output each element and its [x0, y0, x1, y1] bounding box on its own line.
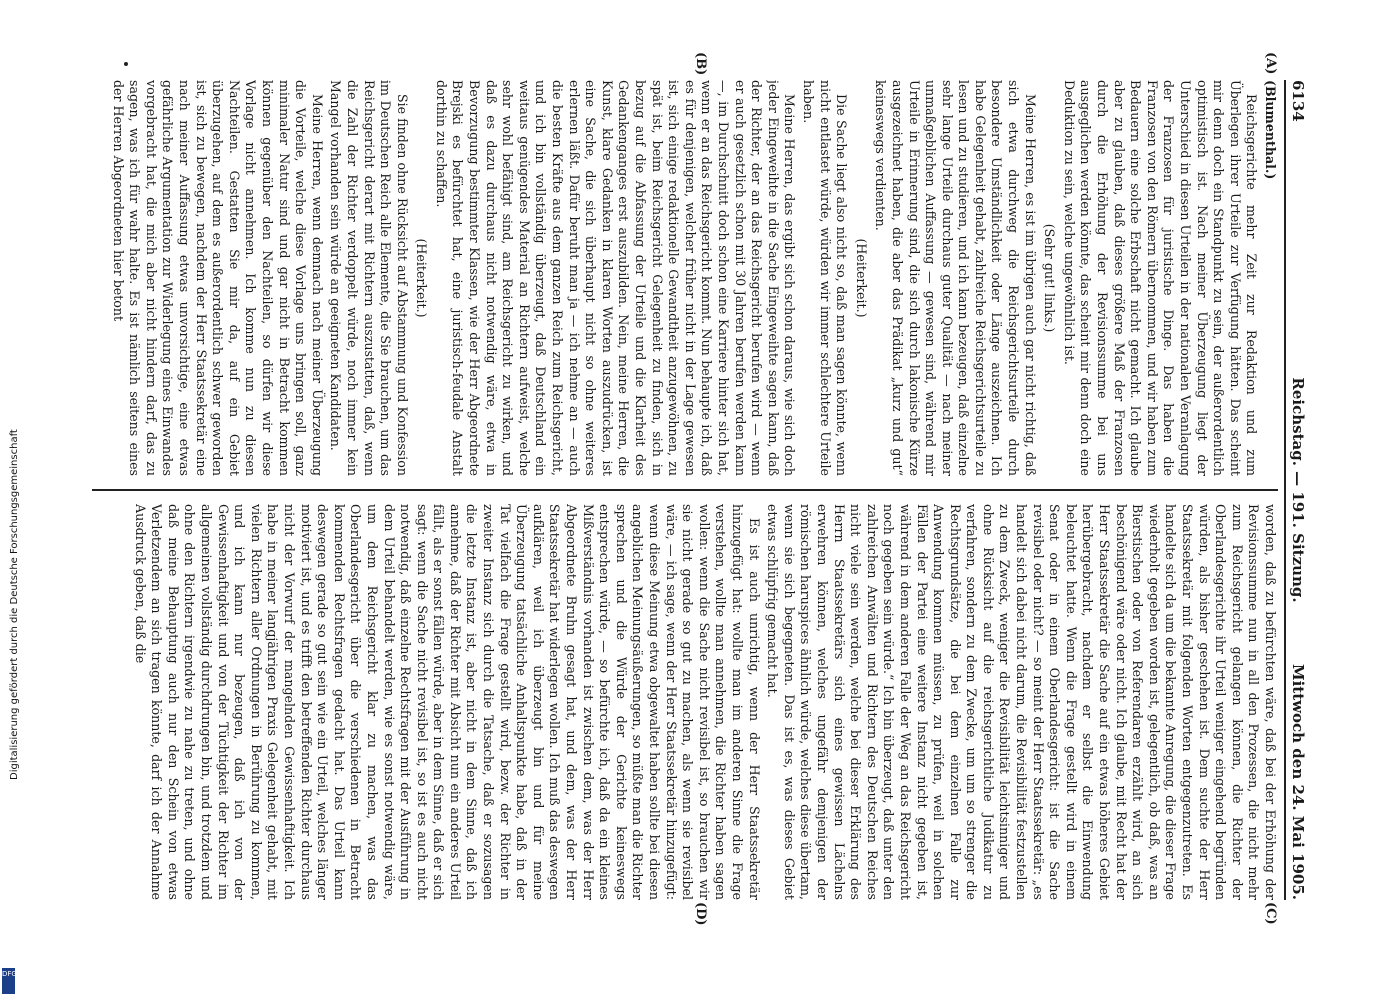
paragraph: worden, daß zu befürchten wäre, daß bei der Erhöhung der Revisionssumme nun in all den Prozessen, die nicht mehr zum Reichsgericht gelangen können, die Richter der Oberlandesgerichte ihr Urteil weniger eingehend begründen würden, als bisher geschehen ist. Dem suchte der Herr Staatssekretär mit folgenden Worten entgegenzutreten. Es handelte sich da um die bekannte Anregung, die dieser Frage wiederholt gegeben worden ist, gelegentlich, ob daß, was an Bierstischen oder von Referendaren erzählt wird, an sich beschönigend wäre oder nicht. Ich glaube, mit Recht hat der Herr Staatssekretär die Sache auf ein etwas höheres Gebiet herübergebracht, nachdem er selbst die Einwendung beleuchtet hatte. Wenn die Frage gestellt wird in einem Senat oder in einem Oberlandesgericht: ist die Sache revisibel oder nicht? — so meint der Herr Staatssekretär: „es handelt sich dabei nicht darum, die Revisibilität festzustellen zu dem Zweck, weniger die Revisibilität leichtsinniger und ohne Rücksicht auf die reichsgerichtliche Judikatur zu verfahren, sondern zu dem Zwecke, um um so strenger die Rechtsgrundsätze, die bei dem einzelnen Falle zur Anwendung kommen müssen, zu prüfen, weil in solchen Fällen der Partei eine weitere Instanz nicht gegeben ist, während in dem anderen Falle der Weg an das Reichsgericht noch gegeben sein würde.“ Ich bin überzeugt, daß unter den zahlreichen Anwälten und Richtern des Deutschen Reiches nicht viele sein werden, welche bei dieser Erklärung des Herrn Staatssekretärs sich eines gewissen Lächelns erwehren können, welches ungefähr demjenigen der römischen haruspices ähnlich würde, welches diese übertam, wenn sie sich begegneten. Das ist es, was dieses Gebiet etwas schlüpfrig gemacht hat.	[765, 504, 1278, 900]
right-column	[92, 504, 1278, 900]
page-header	[1284, 80, 1308, 900]
paragraph: Meine Herren, das ergibt sich schon daraus, wie sich doch jeder Eingeweihte in die Sache Eingeweihte sagen kann, daß der Richter, der an das Reichsgericht berufen wird — wenn er auch gesetzlich schon mit 30 Jahren berufen werden kann —, im Durchschnitt doch schon eine Karriere hinter sich hat, wenn er an das Reichsgericht kommt. Nun behaupte ich, daß es für denjenigen, welcher früher nicht in der Lage gewesen ist, sich einige redaktionelle Gewandtheit anzugewöhnen, zu spät ist, beim Reichsgericht Gelegenheit zu finden, sich in bezug auf die Abfassung der Urteile und die Klarheit des Gedankenganges erst auszubilden. Nein, meine Herren, die Kunst, klare Gedanken in klaren Worten auszudrücken, ist eine Sache, die sich überhaupt nicht so ohne weiteres erlernen läßt. Dafür beruht man ja — ich nehme an — auch die besten Kräfte aus dem ganzen Reich zum Reichsgericht, und ich bin vollständig überzeugt, daß Deutschland ein weitaus genügendes Material an Richtern aufweist, welche sehr wohl befähigt sind, am Reichsgericht zu wirken, und daß es dazu durchaus nicht notwendig wäre, etwa in Bevorzugung bestimmter Klassen, wie der Herr Abgeordnete Brejski es befürchtet hat, eine juristisch-feudale Anstalt dorthin zu schaffen.	[433, 80, 798, 476]
digitization-note: Digitalisierung gefördert durch die Deutsche Forschungsgemeinschaft	[9, 429, 20, 780]
page-date: Mittwoch den 24. Mai 1905.	[1289, 663, 1307, 900]
scanned-page	[86, 52, 1308, 926]
reaction: (Heiterkeit.)	[853, 238, 869, 318]
paragraph: Es ist auch unrichtig, wenn der Herr Staatssekretär hinzugefügt hat: wollte man im anderen Sinne die Frage verstehen, wollte man annehmen, die Richter haben sagen wollen: wenn die Sache nicht revisibel ist, so brauchen wir sie nicht gerade so gut zu machen, als wenn sie revisibel wäre, — ich sage, wenn der Herr Staatssekretär hinzugefügt: wenn diese Meinung etwa obgewaltet haben sollte bei diesen angeblichen Meinungsäußerungen, so müßte man die Richter sprechen und die Würde der Gerichte keineswegs entsprechen würde, — so befürchte ich, daß da ein kleines Mißverständnis vorhanden ist zwischen dem, was der Herr Abgeordnete Bruhn gesagt hat, und dem, was der Herr Staatssekretär hat widerlegen wollen. Ich muß das deswegen aufklären, weil ich überzeugt bin und für meine Überzeugung tatsächliche Anhaltspunkte habe, daß in der Tat vielfach die Frage gestellt wird, bezw. der Richter in zweiter Instanz sich durch die Tatsache, daß er sozusagen die letzte Instanz ist, aber nicht in dem Sinne, daß ich annehme, daß der Richter mit Absicht nun ein anderes Urteil fällt, als er sonst fällen würde, aber in dem Sinne, daß er sich sagt: wenn die Sache nicht revisibel ist, so ist es auch nicht notwendig, daß einzelne Rechtsfragen mit der Ausführung in dem Urteil behandelt werden, wie es sonst notwendig wäre, um dem Reichsgericht klar zu machen, was das Oberlandesgericht über die verschiedenen in Betracht kommenden Rechtsfragen gedacht hat. Das Urteil kann deswegen gerade so gut sein wie ein Urteil, welches länger motiviert ist, und es trifft den betreffenden Richter durchaus nicht der Vorwurf der mangelnden Gewissenhaftigkeit. Ich habe in meiner langjährigen Praxis Gelegenheit gehabt, mit vielen Richtern aller Ordnungen in Berührung zu kommen, und ich kann nur bezeugen, daß ich von der Gewissenhaftigkeit und von der Tüchtigkeit der Richter im allgemeinen vollständig durchdrungen bin, und trotzdem und ohne den Richtern irgendwie zu nahe zu treten, und ohne daß meine Behauptung auch nur den Schein von etwas Verletzendem an sich tragen könnte, darf ich der Annahme Ausdruck geben, daß die	[132, 504, 762, 900]
paragraph: Reichsgerichte mehr Zeit zur Redaktion und zum Überlegen ihrer Urteile zur Verfügung hätten. Das scheint mir denn doch ein Standpunkt zu sein, der außerordentlich optimistisch ist. Nach meiner Überzeugung liegt der Unterschied in diesen Urteilen in der nationalen Veranlagung der Franzosen für juristische Dinge. Das haben die Franzosen von den Römern übernommen, und wir haben zum Bedauern eine solche Erbschaft nicht gemacht. Ich glaube aber zu glauben, daß dieses größere Maß der Franzosen durch die Erhöhung der Revisionssumme bei uns ausgeglichen werden könnte, das scheint mir denn doch eine Deduktion zu sein, welche ungewöhnlich ist.	[1061, 80, 1260, 476]
dfg-logo: DFG	[2, 968, 15, 994]
margin-dot	[124, 62, 128, 66]
digitization-strip	[0, 0, 18, 1000]
margin-marker-a: (A)	[1263, 52, 1278, 75]
reaction: (Sehr gut! links.)	[1042, 223, 1058, 333]
page-number: 6134	[1289, 80, 1307, 122]
speaker-name: (Blumenthal.)	[1263, 80, 1278, 180]
column-divider	[92, 489, 1278, 491]
paragraph: Die Sache liegt also nicht so, daß man sagen könnte, wenn nicht entlastet würde, würden wir immer schlechtere Urteile haben.	[800, 80, 850, 476]
paragraph: Meine Herren, wenn demnach nach meiner Überzeugung die Vorteile, welche diese Vorlage uns bringen soll, ganz minimaler Natur sind und gar nicht in Betracht kommen können gegenüber den Nachteilen, so dürfen wir diese Vorlage nicht annehmen. Ich komme nun zu diesen Nachteilen. Gestatten Sie mir da, auf ein Gebiet überzugehen, auf dem es außerordentlich schwer geworden ist, sich zu bewegen, nachdem der Herr Staatssekretär eine nach meiner Auffassung etwas unvorsichtige, eine etwas gefährliche Argumentation zur Widerlegung eines Einwandes vorgebracht hat, die mich aber nicht hindern darf, das zu sagen, was ich für wahr halte. Es ist nämlich seitens eines der Herren Abgeordneten hier betont	[110, 80, 325, 476]
paragraph: Meine Herren, es ist im übrigen auch gar nicht richtig, daß sich etwa durchweg die Reichsgerichtsurteile durch besondere Umständlichkeit oder Länge auszeichnen. Ich habe Gelegenheit gehabt, zahlreiche Reichsgerichtsurteile zu lesen und zu studieren, und ich kann bezeugen, daß einzelne sehr lange Urteile durchaus guter Qualität — nach meiner unmaßgeblichen Auffassung — gewesen sind, während mir Urteile in Erinnerung sind, die sich durch lakonische Kürze ausgezeichnet haben, die aber das Prädikat „kurz und gut“ keineswegs verdienten.	[873, 80, 1038, 476]
page-title: Reichstag. — 191. Sitzung.	[1289, 377, 1307, 603]
scanned-page-wrapper	[86, 52, 1308, 926]
margin-marker-d: (D)	[693, 902, 708, 926]
margin-marker-b: (B)	[693, 52, 708, 76]
margin-marker-c: (C)	[1263, 902, 1278, 925]
reaction: (Heiterkeit.)	[414, 238, 430, 318]
paragraph: Sie finden ohne Rücksicht auf Abstammung und Konfession im Deutschen Reich alle Elemente, die Sie brauchen, um das Reichsgericht derart mit Richtern auszustatten, daß, wenn die Zahl der Richter verdoppelt würde, noch immer kein Mangel vorhanden sein würde an geeigneten Kandidaten.	[328, 80, 410, 476]
left-column	[92, 80, 1278, 476]
